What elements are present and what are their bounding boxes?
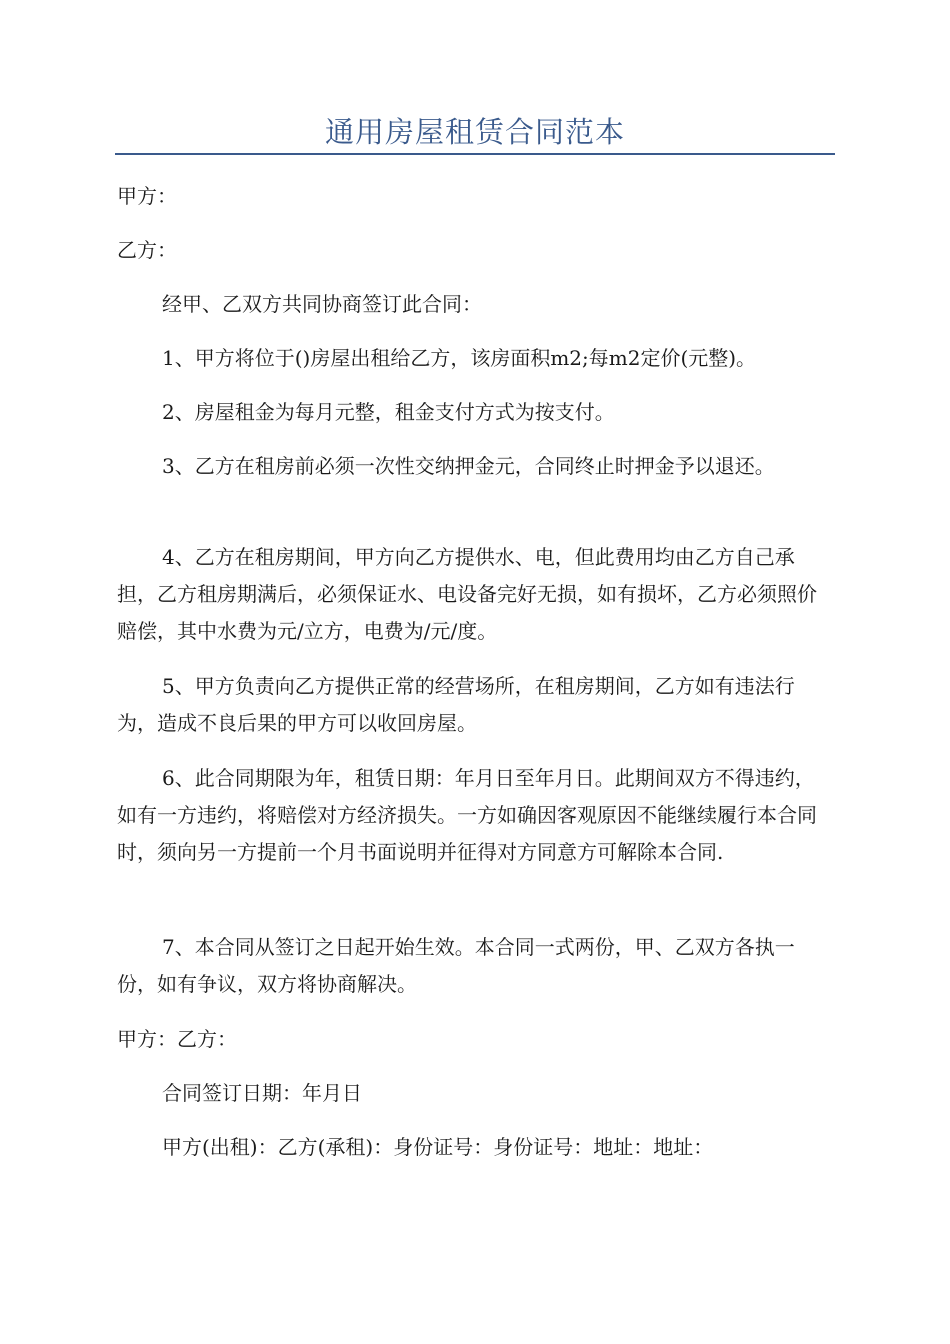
sign-fields-line: 甲方(出租)：乙方(承租)：身份证号：身份证号：地址：地址： (162, 1135, 714, 1159)
sign-date-line: 合同签订日期：年月日 (162, 1081, 362, 1105)
clause-7: 7、本合同从签订之日起开始生效。本合同一式两份，甲、乙双方各执一份，如有争议，双方将协商解决。 (117, 935, 795, 996)
document-title: 通用房屋租赁合同范本 (324, 115, 625, 149)
party-a-line: 甲方： (117, 184, 177, 208)
clause-5: 5、甲方负责向乙方提供正常的经营场所，在租房期间，乙方如有违法行为，造成不良后果的甲方可以收回房屋。 (117, 674, 795, 735)
intro-paragraph: 经甲、乙双方共同协商签订此合同： (162, 292, 482, 316)
clause-3: 3、乙方在租房前必须一次性交纳押金元，合同终止时押金予以退还。 (162, 454, 775, 478)
clause-6: 6、此合同期限为年，租赁日期：年月日至年月日。此期间双方不得违约，如有一方违约，将赔偿对方经济损失。一方如确因客观原因不能继续履行本合同时，须向另一方提前一个月书面说明并征得对方同意方可解除本合同. (117, 766, 817, 864)
party-b-line: 乙方： (117, 238, 177, 262)
clause-4: 4、乙方在租房期间，甲方向乙方提供水、电，但此费用均由乙方自己承担，乙方租房期满后，必须保证水、电设备完好无损，如有损坏，乙方必须照价赔偿，其中水费为元/立方，电费为/元/度。 (117, 545, 817, 643)
signature-line: 甲方：乙方： (117, 1027, 237, 1051)
clause-1: 1、甲方将位于()房屋出租给乙方，该房面积m2;每m2定价(元整)。 (162, 346, 757, 370)
title-underline (115, 153, 835, 155)
clause-2: 2、房屋租金为每月元整，租金支付方式为按支付。 (162, 400, 615, 424)
